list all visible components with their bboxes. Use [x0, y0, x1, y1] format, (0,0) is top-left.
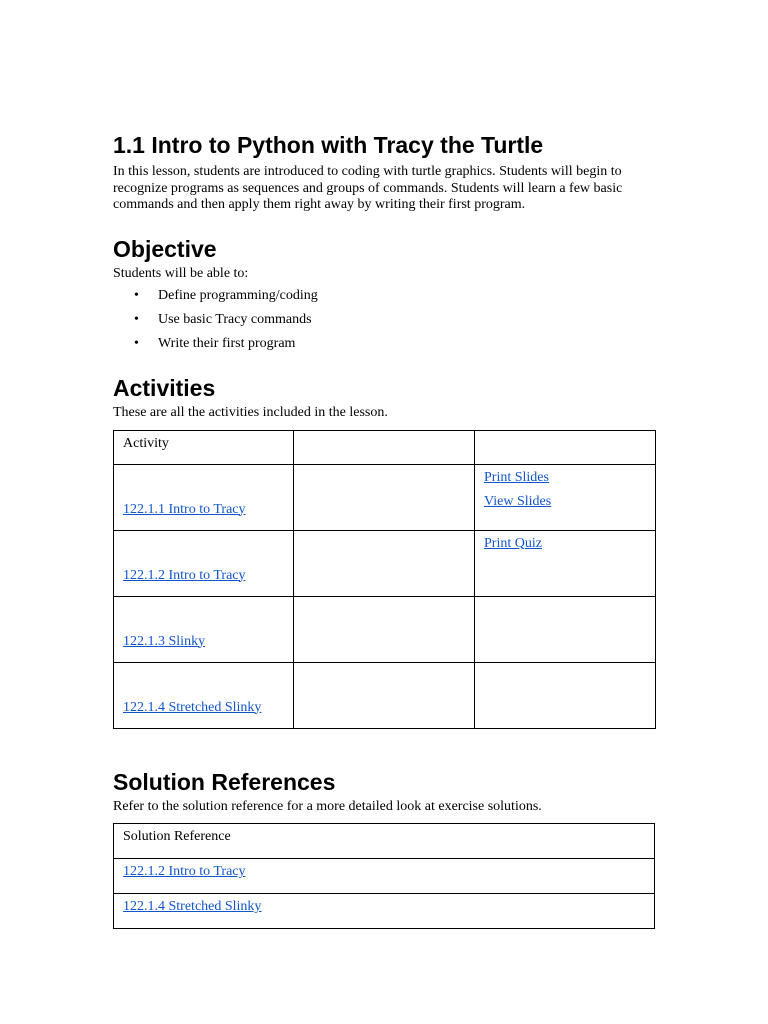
list-item	[113, 312, 655, 336]
objective-lead: Students will be able to:	[113, 265, 249, 281]
solution-link-122-1-2[interactable]: 122.1.2 Intro to Tracy	[123, 864, 246, 879]
print-slides-link[interactable]: Print Slides	[484, 469, 549, 485]
list-item	[113, 336, 655, 360]
solutions-lead: Refer to the solution reference for a more detailed look at exercise solutions.	[113, 798, 542, 814]
activities-lead: These are all the activities included in the lesson.	[113, 405, 388, 420]
solution-cell	[114, 859, 655, 894]
bullet-icon: •	[134, 312, 139, 327]
table-cell	[294, 662, 475, 728]
solution-link-122-1-4[interactable]: 122.1.4 Stretched Slinky	[123, 899, 262, 914]
table-header-cell: Solution Reference	[114, 824, 655, 859]
activity-link-122-1-3[interactable]: 122.1.3 Slinky	[123, 633, 206, 649]
table-header-cell: Activity	[114, 430, 294, 464]
objective-list	[113, 288, 655, 360]
activity-cell	[114, 530, 294, 596]
table-header-row	[114, 430, 656, 464]
page-title: 1.1 Intro to Python with Tracy the Turtle	[113, 132, 544, 158]
objective-heading: Objective	[113, 235, 217, 262]
bullet-icon: •	[134, 336, 139, 351]
resources-cell	[475, 530, 656, 596]
resources-cell	[475, 662, 656, 728]
activity-cell	[114, 464, 294, 530]
table-cell	[294, 464, 475, 530]
table-cell	[294, 530, 475, 596]
table-row	[114, 859, 655, 894]
table-row	[114, 596, 656, 662]
intro-paragraph: In this lesson, students are introduced to coding with turtle graphics. Students will begin to recognize programs as sequences and groups of commands. Students will learn a few basic commands and then apply them right away by writing their first program.	[113, 164, 623, 212]
activity-cell	[114, 662, 294, 728]
list-item-text: Write their first program	[158, 336, 296, 351]
activity-link-122-1-1[interactable]: 122.1.1 Intro to Tracy	[123, 501, 246, 517]
bullet-icon: •	[134, 288, 139, 303]
table-header-row	[114, 824, 655, 859]
activity-link-122-1-2[interactable]: 122.1.2 Intro to Tracy	[123, 567, 246, 583]
table-header-cell	[294, 430, 475, 464]
list-item	[113, 288, 655, 312]
table-row	[114, 464, 656, 530]
table-header-cell	[475, 430, 656, 464]
lesson-document	[113, 131, 655, 929]
solution-cell	[114, 894, 655, 929]
activities-heading: Activities	[113, 375, 216, 401]
list-item-text: Use basic Tracy commands	[158, 312, 312, 327]
table-cell	[294, 596, 475, 662]
print-quiz-link[interactable]: Print Quiz	[484, 535, 542, 551]
table-row	[114, 530, 656, 596]
resources-cell	[475, 596, 656, 662]
activity-link-122-1-4[interactable]: 122.1.4 Stretched Slinky	[123, 699, 262, 715]
solutions-table	[113, 823, 655, 929]
solutions-heading: Solution References	[113, 768, 336, 795]
table-row	[114, 662, 656, 728]
activity-cell	[114, 596, 294, 662]
list-item-text: Define programming/coding	[158, 288, 318, 303]
table-row	[114, 894, 655, 929]
resources-cell	[475, 464, 656, 530]
activities-table	[113, 430, 656, 729]
view-slides-link[interactable]: View Slides	[484, 493, 552, 509]
